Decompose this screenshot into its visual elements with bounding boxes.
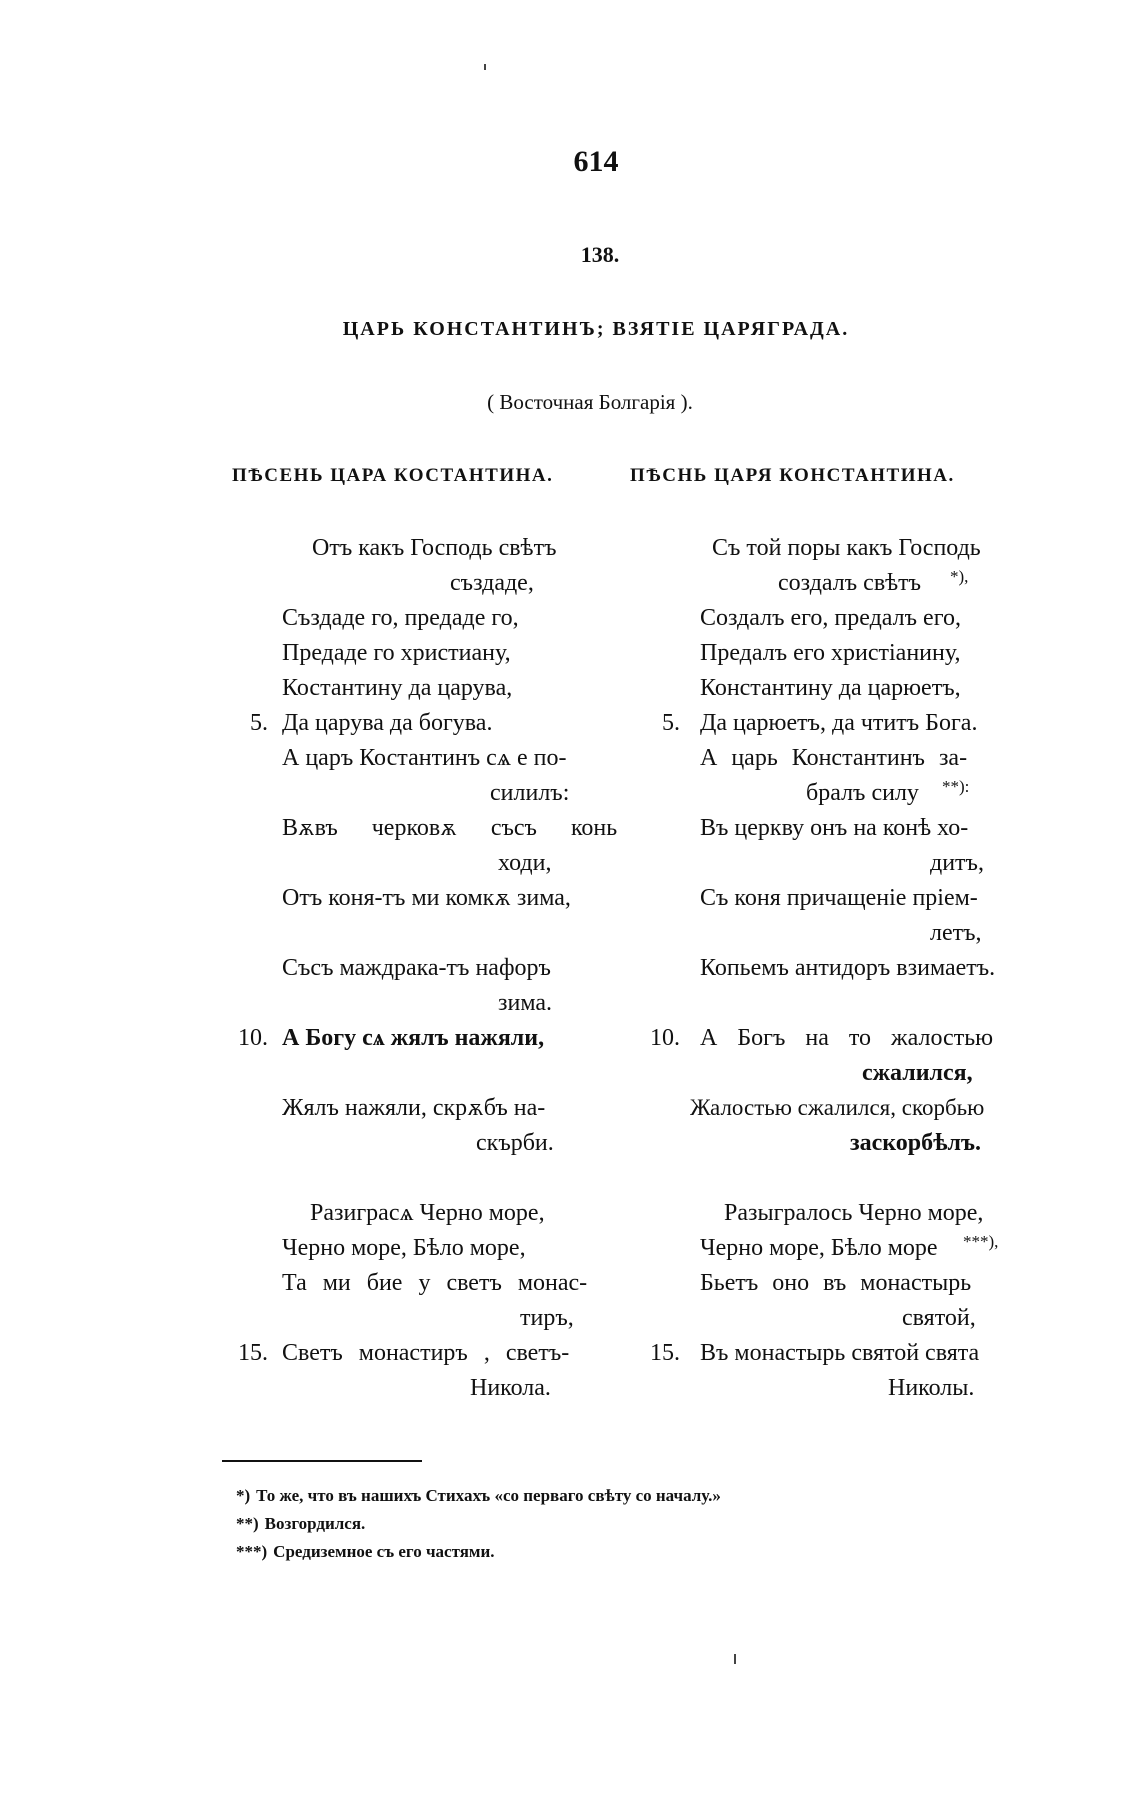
- song-number: 138.: [580, 242, 620, 267]
- footnote-text: То же, что въ нашихъ Стихахъ «со перваго свѣту со началу.»: [256, 1486, 721, 1505]
- footnote-ref: **):: [942, 777, 970, 796]
- right-line: Бьетъ оно въ монастырь: [700, 1270, 972, 1296]
- right-line: заскорбѣлъ.: [850, 1130, 982, 1156]
- left-line: Съсъ маждрака-тъ нафоръ: [282, 955, 551, 981]
- left-line: Костантину да царува,: [282, 675, 513, 701]
- right-line: Копьемъ антидоръ взимаетъ.: [700, 955, 996, 981]
- right-line: Да царюетъ, да чтитъ Бога.: [700, 710, 978, 736]
- left-line: Жялъ нажяли, скрѫбъ на-: [282, 1095, 546, 1121]
- right-line: Въ церкву онъ на конѣ хо-: [700, 815, 969, 841]
- footnote-ref: *),: [950, 567, 969, 586]
- right-line: летъ,: [930, 920, 982, 946]
- scan-speck: [484, 64, 486, 70]
- line-number: 15.: [650, 1340, 680, 1366]
- footnote-marker: **): [236, 1514, 259, 1533]
- right-line: создалъ свѣтъ: [778, 570, 922, 596]
- right-line: А царь Константинъ за-: [700, 745, 968, 771]
- right-line: Въ монастырь святой свята: [700, 1340, 980, 1366]
- footnote-text: Средиземное съ его частями.: [273, 1542, 495, 1561]
- footnote-marker: *): [236, 1486, 251, 1505]
- right-column-heading: ПѢСНЬ ЦАРЯ КОНСТАНТИНА.: [630, 465, 955, 486]
- left-column-heading: ПѢСЕНЬ ЦАРА КОСТАНТИНА.: [232, 465, 554, 486]
- left-line: скърби.: [476, 1130, 554, 1156]
- line-number: 10.: [238, 1025, 268, 1051]
- right-line: Съ коня причащеніе прiем-: [700, 885, 978, 911]
- footnote-text: Возгордился.: [264, 1514, 366, 1533]
- right-line: Николы.: [888, 1375, 975, 1401]
- left-line: Отъ коня-тъ ми комкѫ зима,: [282, 885, 571, 911]
- line-number: 5.: [662, 710, 680, 736]
- right-line: Константину да царюетъ,: [700, 675, 961, 701]
- footnote-separator: [222, 1460, 422, 1462]
- right-line: сжалился,: [862, 1060, 973, 1086]
- right-line: А Богъ на то жалостью: [700, 1025, 994, 1051]
- left-line: Отъ какъ Господь свѣтъ: [312, 535, 557, 561]
- right-line: Предалъ его христіанину,: [700, 640, 961, 666]
- scan-speck: [734, 1654, 736, 1664]
- left-line: Та ми бие у светъ монас-: [282, 1270, 588, 1296]
- song-title: ЦАРЬ КОНСТАНТИНЪ; ВЗЯТІЕ ЦАРЯГРАДА.: [342, 318, 850, 340]
- footnote: [236, 1514, 365, 1534]
- left-line: зима.: [498, 990, 552, 1016]
- right-line: святой,: [902, 1305, 976, 1331]
- right-line: Разыгралось Черно море,: [724, 1200, 984, 1226]
- left-line: Светъ монастиръ , светъ-: [282, 1340, 570, 1366]
- page-number: 614: [573, 145, 619, 178]
- region-subtitle: ( Восточная Болгарія ).: [487, 390, 693, 414]
- left-line: Предаде го христиану,: [282, 640, 511, 666]
- left-line: ходи,: [498, 850, 552, 876]
- footnote-marker: ***): [236, 1542, 268, 1561]
- line-number: 5.: [250, 710, 268, 736]
- right-line: Черно море, Бѣло море: [700, 1235, 938, 1261]
- right-line: Жалостью сжалился, скорбью: [690, 1095, 985, 1120]
- left-line: Създаде го, предаде го,: [282, 605, 519, 631]
- left-line: тиръ,: [520, 1305, 574, 1331]
- left-line: Да царува да богува.: [282, 710, 493, 736]
- right-line: дитъ,: [930, 850, 984, 876]
- left-line: Вѫвъ черковѫ съсъ конь: [282, 815, 618, 841]
- left-line: силилъ:: [490, 780, 570, 806]
- left-line: създаде,: [450, 570, 534, 596]
- right-line: Съ той поры какъ Господь: [712, 535, 981, 561]
- left-line: А царъ Костантинъ сѧ е по-: [282, 745, 567, 771]
- footnote: [236, 1542, 495, 1562]
- line-number: 10.: [650, 1025, 680, 1051]
- left-line: Никола.: [470, 1375, 551, 1401]
- left-line: Черно море, Бѣло море,: [282, 1235, 526, 1261]
- line-number: 15.: [238, 1340, 268, 1366]
- right-line: Создалъ его, предалъ его,: [700, 605, 961, 631]
- left-line: А Богу сѧ жялъ нажяли,: [282, 1025, 545, 1051]
- footnote: [236, 1486, 721, 1506]
- right-line: бралъ силу: [806, 780, 919, 806]
- footnote-ref: ***),: [963, 1232, 999, 1251]
- left-line: Разиграсѧ Черно море,: [310, 1200, 545, 1226]
